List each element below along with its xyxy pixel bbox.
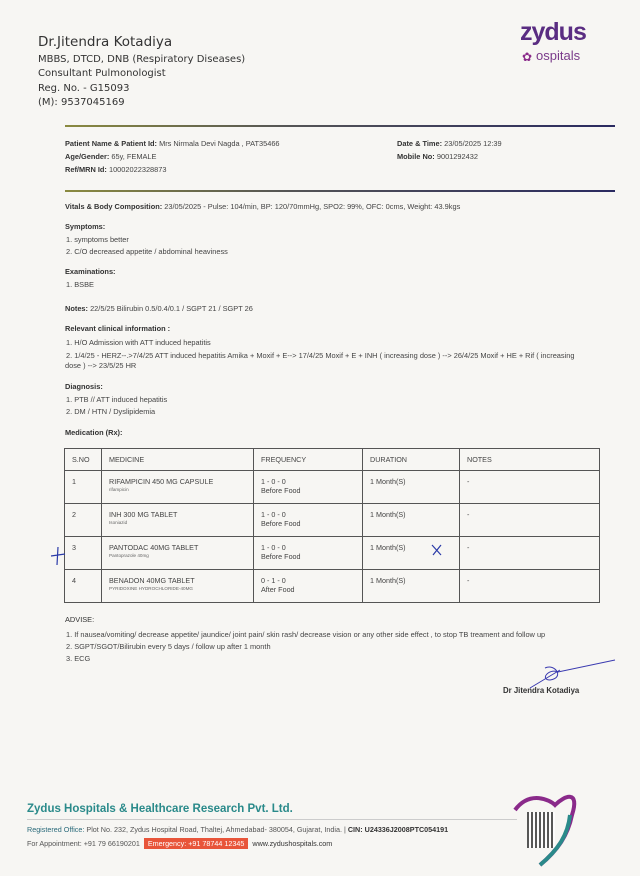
advise-item: 2. SGPT/SGOT/Bilirubin every 5 days / follow up after 1 month [66, 642, 271, 651]
generic-name: Isoniazid [109, 520, 128, 525]
patient-ref: 10002022328873 [108, 165, 167, 174]
doctor-reg: Reg. No. - G15093 [38, 83, 130, 94]
duration: 1 Month(S) [363, 537, 460, 570]
medicine-name: INH 300 MG TABLET [109, 510, 178, 519]
diagnosis-item: 2. DM / HTN / Dyslipidemia [66, 407, 156, 416]
logo-swoosh-icon [510, 790, 590, 870]
signature-name: Dr Jitendra Kotadiya [503, 686, 580, 695]
label: Patient Name & Patient Id: [65, 139, 157, 148]
diagnosis-heading: Diagnosis: [65, 382, 103, 391]
reg-label: Registered Office: [27, 825, 85, 834]
symptom-item: 1. symptoms better [66, 235, 129, 244]
frequency-cell [254, 570, 363, 603]
timing: After Food [261, 585, 295, 594]
patient-mobile: 9001292432 [436, 152, 478, 161]
advise-item: 1. If nausea/vomiting/ decrease appetite/ jaundice/ joint pain/ skin rash/ decrease vision or any other side effect , to stop TB treament and follow up [66, 630, 546, 639]
header-medicine: MEDICINE [102, 449, 254, 471]
cin: CIN: U24336J2008PTC054191 [347, 825, 449, 834]
logo-text: zydus [520, 18, 586, 46]
frequency: 1 - 0 - 0 [261, 510, 286, 519]
table-row [65, 504, 600, 537]
handwritten-x-mark [430, 543, 446, 557]
divider [65, 190, 615, 192]
label: Mobile No: [397, 152, 435, 161]
duration: 1 Month(S) [363, 471, 460, 504]
header-frequency: FREQUENCY [254, 449, 363, 471]
advise-item: 3. ECG [66, 654, 91, 663]
header-duration: DURATION [363, 449, 460, 471]
medication-table [64, 448, 600, 603]
frequency-cell [254, 471, 363, 504]
patient-age: 65y, FEMALE [111, 152, 157, 161]
logo-subtext: ospitals [536, 48, 581, 63]
doctor-mobile: (M): 9537045169 [38, 97, 125, 108]
vitals-label: Vitals & Body Composition: [65, 202, 163, 211]
label: Age/Gender: [65, 152, 110, 161]
table-row [65, 537, 600, 570]
medication-heading: Medication (Rx): [65, 428, 123, 437]
medicine-cell [102, 570, 254, 603]
handwritten-plus-mark [48, 545, 68, 567]
medicine-cell [102, 504, 254, 537]
website-link[interactable]: www.zydushospitals.com [252, 839, 333, 848]
header-notes: NOTES [460, 449, 600, 471]
label: Ref/MRN Id: [65, 165, 107, 174]
notes-label: Notes: [65, 304, 88, 313]
duration: 1 Month(S) [363, 570, 460, 603]
symptom-item: 2. C/O decreased appetite / abdominal heaviness [66, 247, 228, 256]
clinical-item: 2. 1/4/25 - HERZ--.>7/4/25 ATT induced hepatitis Amika + Moxif + E--> 17/4/25 Moxif + E + INH ( increasing dose ) --> 26/4/25 Moxif + HE + Rif ( increasing [66, 351, 575, 360]
sno: 2 [65, 504, 102, 537]
notes: - [460, 471, 600, 504]
label: Date & Time: [397, 139, 443, 148]
medicine-name: RIFAMPICIN 450 MG CAPSULE [109, 477, 214, 486]
sno: 1 [65, 471, 102, 504]
doctor-title: Consultant Pulmonologist [38, 68, 166, 79]
frequency-cell [254, 537, 363, 570]
footer-company: Zydus Hospitals & Healthcare Research Pvt. Ltd. [27, 803, 293, 815]
vitals-value: 23/05/2025 - Pulse: 104/min, BP: 120/70mmHg, SPO2: 99%, OFC: 0cms, Weight: 43.9kgs [164, 202, 461, 211]
examination-item: 1. BSBE [66, 280, 94, 289]
examinations-heading: Examinations: [65, 267, 116, 276]
medicine-cell [102, 471, 254, 504]
clinical-item: 1. H/O Admission with ATT induced hepatitis [66, 338, 211, 347]
notes-value: 22/5/25 Bilirubin 0.5/0.4/0.1 / SGPT 21 / SGPT 26 [90, 304, 253, 313]
timing: Before Food [261, 486, 301, 495]
frequency: 1 - 0 - 0 [261, 477, 286, 486]
frequency: 1 - 0 - 0 [261, 543, 286, 552]
timing: Before Food [261, 519, 301, 528]
emergency-phone: Emergency: +91 78744 12345 [144, 838, 249, 849]
reg-address: Plot No. 232, Zydus Hospital Road, Thaltej, Ahmedabad- 380054, Gujarat, India. | [86, 825, 346, 834]
generic-name: Pantoprazole 40mg [109, 553, 149, 558]
table-row [65, 471, 600, 504]
diagnosis-item: 1. PTB // ATT induced hepatitis [66, 395, 168, 404]
generic-name: PYRIDOXINE HYDROCHLORIDE-40MG [109, 586, 193, 591]
visit-date: 23/05/2025 12:39 [444, 139, 502, 148]
clinical-heading: Relevant clinical information : [65, 324, 171, 333]
notes: - [460, 570, 600, 603]
medicine-cell [102, 537, 254, 570]
divider [65, 125, 615, 127]
header-sno: S.NO [65, 449, 102, 471]
doctor-qualifications: MBBS, DTCD, DNB (Respiratory Diseases) [38, 54, 246, 65]
footer-divider [27, 819, 517, 820]
medicine-name: PANTODAC 40MG TABLET [109, 543, 199, 552]
duration: 1 Month(S) [363, 504, 460, 537]
generic-name: rifampicin [109, 487, 129, 492]
medicine-name: BENADON 40MG TABLET [109, 576, 195, 585]
frequency-cell [254, 504, 363, 537]
table-header-row [65, 449, 600, 471]
timing: Before Food [261, 552, 301, 561]
frequency: 0 - 1 - 0 [261, 576, 286, 585]
logo-h-icon: ✿ [522, 50, 533, 64]
sno: 3 [65, 537, 102, 570]
notes: - [460, 504, 600, 537]
patient-name: Mrs Nirmala Devi Nagda , PAT35466 [159, 139, 280, 148]
notes: - [460, 537, 600, 570]
table-row [65, 570, 600, 603]
clinical-item: dose ) --> 23/5/25 HR [65, 361, 137, 370]
sno: 4 [65, 570, 102, 603]
appointment-phone: For Appointment: +91 79 66190201 [27, 839, 140, 848]
symptoms-heading: Symptoms: [65, 222, 106, 231]
advise-heading: ADVISE: [65, 615, 95, 624]
doctor-name: Dr.Jitendra Kotadiya [38, 34, 173, 50]
